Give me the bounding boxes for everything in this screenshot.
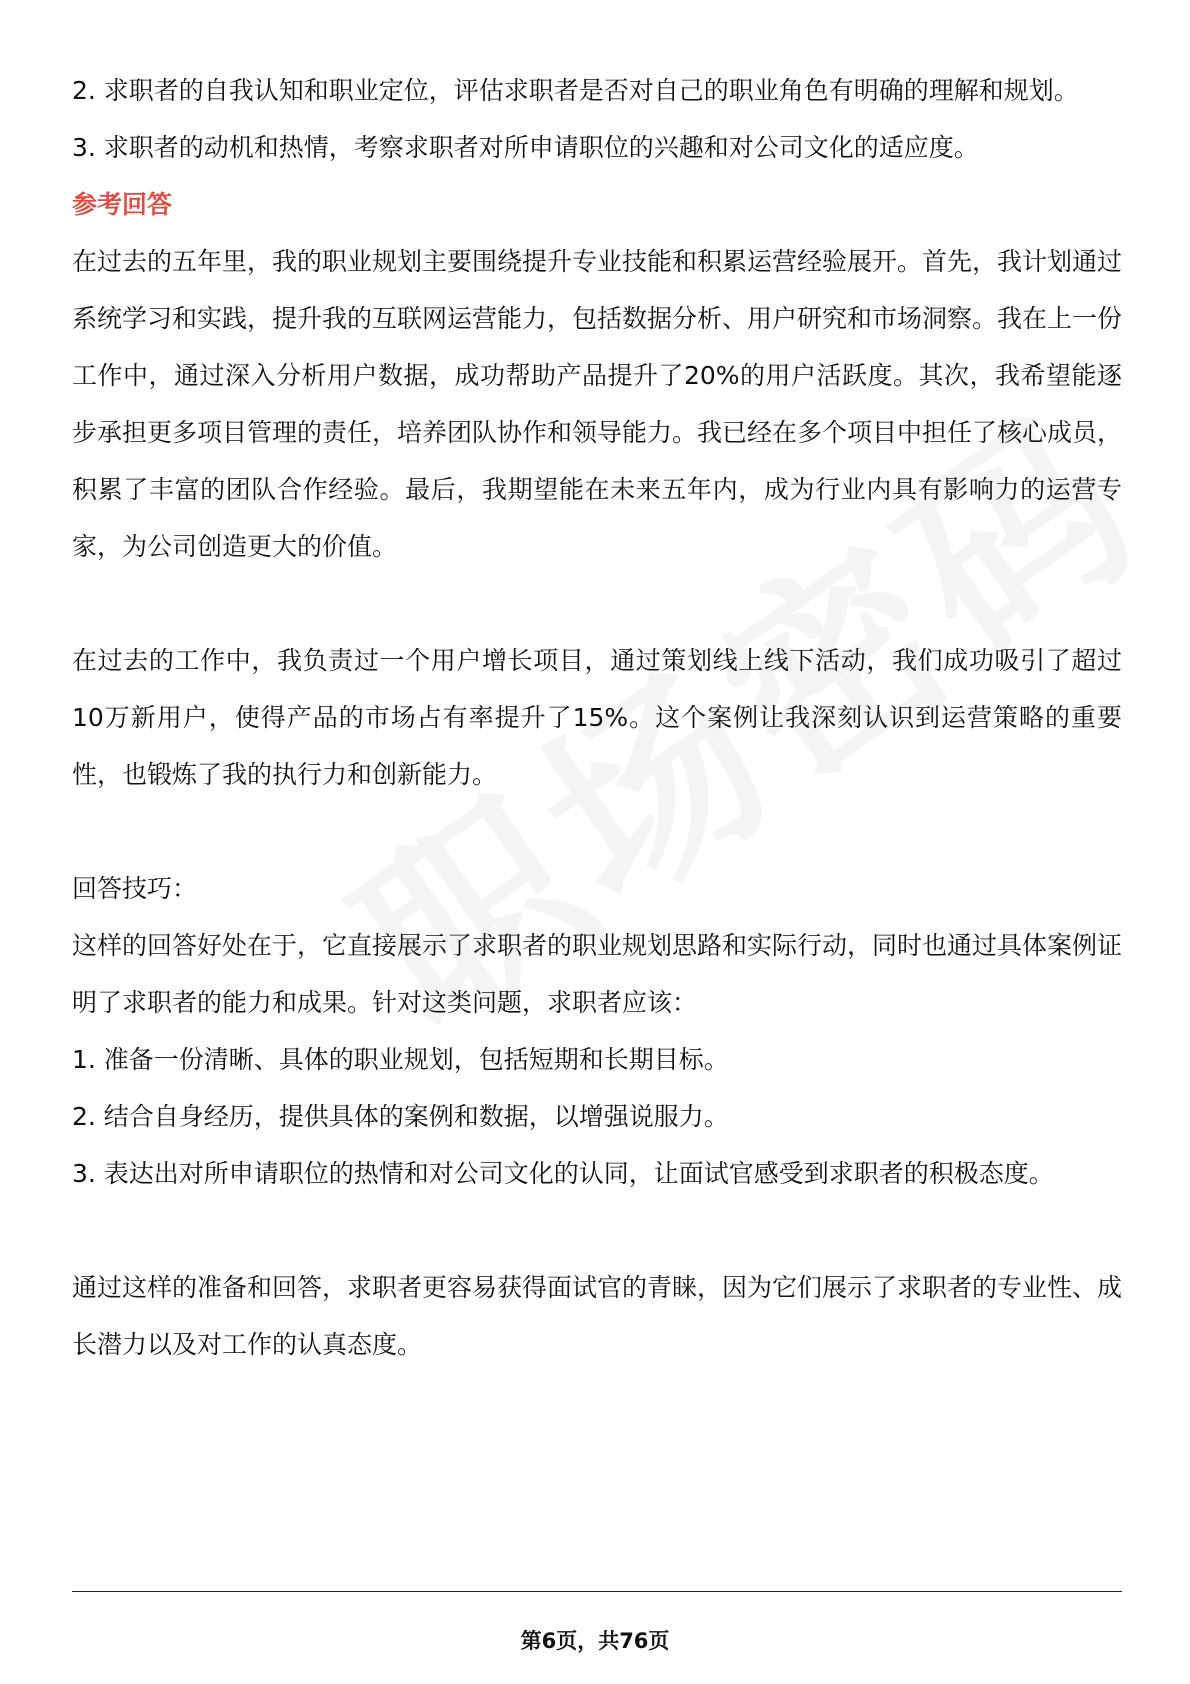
- list-item: 1. 准备一份清晰、具体的职业规划，包括短期和长期目标。: [72, 1045, 729, 1074]
- answer-paragraph: 在过去的五年里，我的职业规划主要围绕提升专业技能和积累运营经验展开。首先，我计划通过系统学习和实践，提升我的互联网运营能力，包括数据分析、用户研究和市场洞察。我在上一份工作中，通过深入分析用户数据，成功帮助产品提升了20%的用户活跃度。其次，我希望能逐步承担更多项目管理的责任，培养团队协作和领导能力。我已经在多个项目中担任了核心成员，积累了丰富的团队合作经验。最后，我期望能在未来五年内，成为行业内具有影响力的运营专家，为公司创造更大的价值。: [72, 247, 1123, 561]
- paragraph-gap: [72, 1202, 1122, 1259]
- footer-divider: [72, 1591, 1122, 1592]
- list-item: 2. 求职者的自我认知和职业定位，评估求职者是否对自己的职业角色有明确的理解和规划。: [72, 76, 1079, 105]
- answer-heading: 参考回答: [72, 190, 173, 219]
- conclusion-paragraph: 通过这样的准备和回答，求职者更容易获得面试官的青睐，因为它们展示了求职者的专业性、成长潜力以及对工作的认真态度。: [72, 1273, 1123, 1359]
- paragraph-gap: [72, 803, 1122, 860]
- list-item: 3. 表达出对所申请职位的热情和对公司文化的认同，让面试官感受到求职者的积极态度。: [72, 1159, 1054, 1188]
- answer-paragraph: 在过去的工作中，我负责过一个用户增长项目，通过策划线上线下活动，我们成功吸引了超过10万新用户，使得产品的市场占有率提升了15%。这个案例让我深刻认识到运营策略的重要性，也锻炼了我的执行力和创新能力。: [72, 646, 1122, 789]
- tips-heading: 回答技巧：: [72, 874, 198, 903]
- tips-intro: 这样的回答好处在于，它直接展示了求职者的职业规划思路和实际行动，同时也通过具体案例证明了求职者的能力和成果。针对这类问题，求职者应该：: [72, 931, 1123, 1017]
- page-number: 第6页，共76页: [520, 1629, 670, 1653]
- paragraph-gap: [72, 575, 1122, 632]
- list-item: 2. 结合自身经历，提供具体的案例和数据，以增强说服力。: [72, 1102, 729, 1131]
- document-body: [72, 62, 1122, 1373]
- list-item: 3. 求职者的动机和热情，考察求职者对所申请职位的兴趣和对公司文化的适应度。: [72, 133, 979, 162]
